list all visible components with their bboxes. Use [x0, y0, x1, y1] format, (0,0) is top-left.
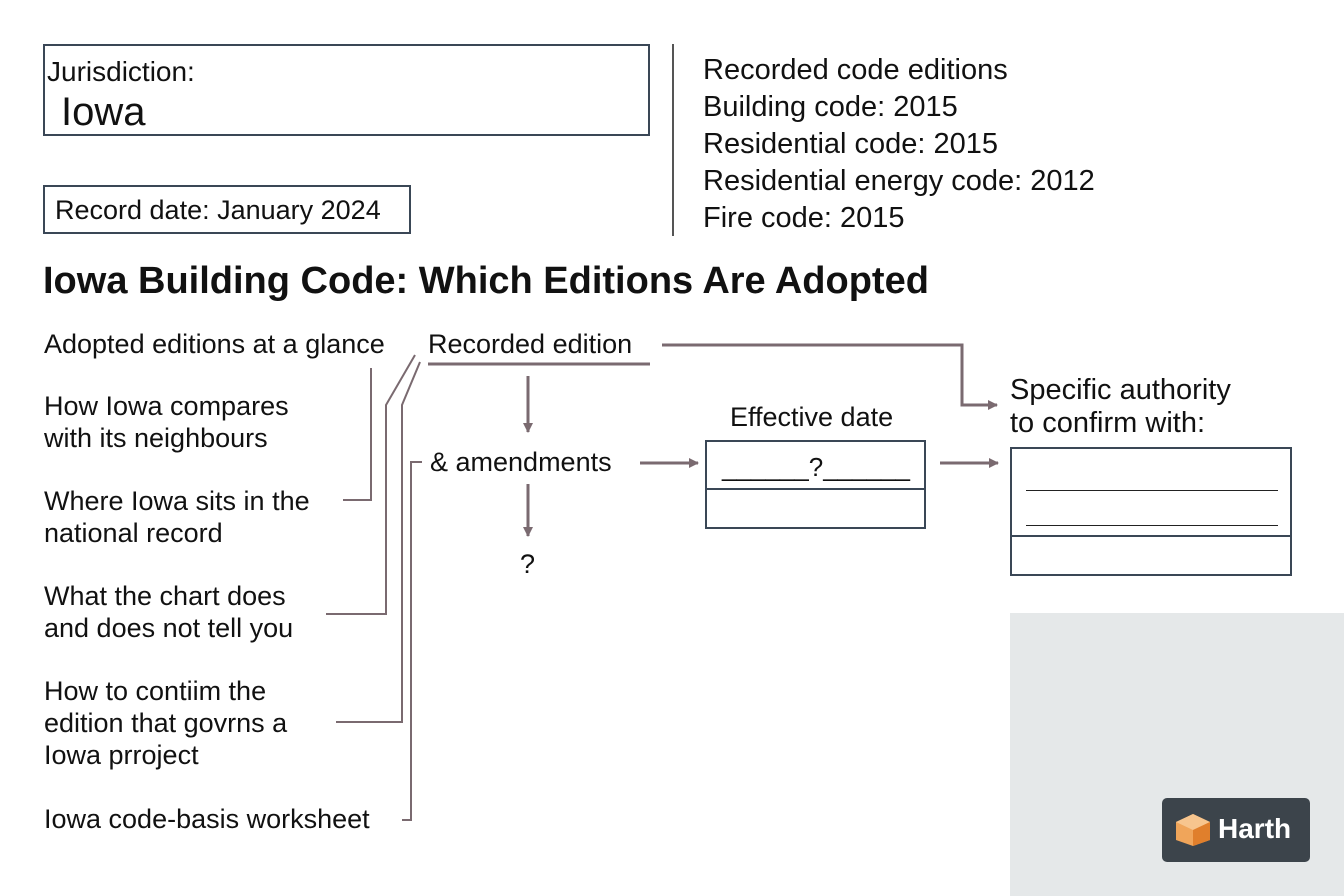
- cube-icon: [1174, 812, 1212, 848]
- toc-item-worksheet[interactable]: Iowa code-basis worksheet: [44, 804, 370, 834]
- jurisdiction-value: Iowa: [61, 90, 146, 134]
- toc-connector-6: [402, 462, 422, 820]
- authority-divider: [1012, 535, 1290, 537]
- authority-label: [1010, 374, 1231, 440]
- authority-blank-2[interactable]: [1026, 525, 1278, 526]
- authority-line1: Specific authority: [1010, 374, 1231, 406]
- edition-residential-energy: Residential energy code: 2012: [703, 165, 1095, 197]
- toc-item-chart-limits[interactable]: What the chart does and does not tell you: [44, 581, 294, 643]
- effective-date-value: ______?______: [722, 452, 910, 482]
- logo-text: Harth: [1218, 813, 1292, 844]
- authority-blank-1[interactable]: [1026, 490, 1278, 491]
- effective-date-divider: [707, 488, 924, 490]
- edition-residential: Residential code: 2015: [703, 128, 999, 160]
- toc-item-confirm-edition[interactable]: How to contiim the edition that govrns a Iowa prroject: [44, 676, 288, 770]
- amendments-label: & amendments: [430, 447, 612, 477]
- page-title: Iowa Building Code: Which Editions Are Adopted: [43, 260, 929, 302]
- effective-date-box: [705, 440, 926, 529]
- edition-fire: Fire code: 2015: [703, 202, 905, 234]
- jurisdiction-label: Jurisdiction:: [47, 56, 195, 87]
- record-date: Record date: January 2024: [55, 195, 381, 225]
- toc-connector-5: [336, 362, 420, 722]
- editions-heading: Recorded code editions: [703, 54, 1008, 86]
- authority-line2: to confirm with:: [1010, 407, 1205, 439]
- toc-connector-3: [343, 368, 371, 500]
- arrow-to-authority: [662, 345, 997, 405]
- unknown-marker: ?: [520, 549, 536, 579]
- toc-item-adopted-editions[interactable]: Adopted editions at a glance: [44, 329, 385, 359]
- recorded-edition-label: Recorded edition: [428, 329, 633, 359]
- toc-item-national-record[interactable]: Where Iowa sits in the national record: [44, 486, 310, 548]
- toc-item-neighbours[interactable]: How Iowa compares with its neighbours: [44, 391, 289, 453]
- edition-building: Building code: 2015: [703, 91, 958, 123]
- authority-box: [1010, 447, 1292, 576]
- harth-logo[interactable]: [1162, 798, 1310, 862]
- effective-date-label: Effective date: [730, 402, 894, 432]
